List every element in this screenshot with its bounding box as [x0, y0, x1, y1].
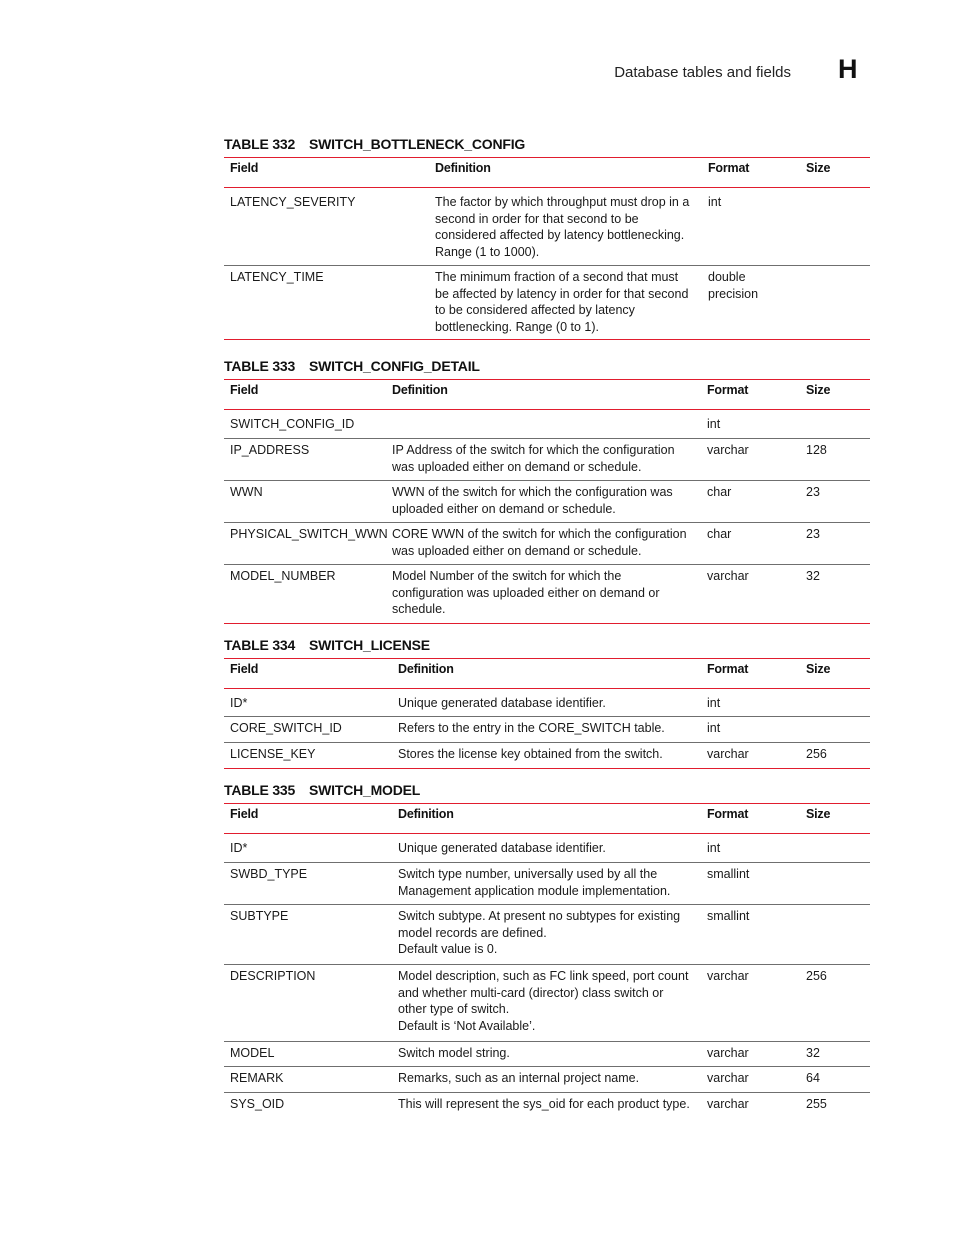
table-row — [224, 190, 870, 266]
appendix-letter: H — [838, 54, 858, 84]
table-row — [224, 836, 870, 863]
column-header-format: Format — [707, 383, 749, 397]
table-row — [224, 480, 870, 523]
field-cell: ID* — [230, 841, 248, 855]
definition-cell — [435, 269, 688, 336]
definition-line: CORE WWN of the switch for which the configuration — [392, 527, 687, 541]
table-number: TABLE 332 — [224, 136, 296, 152]
definition-line: bottlenecking. Range (0 to 1). — [435, 320, 599, 335]
field-cell: CORE_SWITCH_ID — [230, 721, 342, 735]
size-cell: 32 — [806, 1046, 820, 1060]
format-line: double — [708, 270, 746, 284]
column-header-field: Field — [230, 161, 259, 175]
format-line: int — [708, 195, 722, 209]
format-cell — [707, 416, 720, 433]
format-line: int — [707, 841, 721, 855]
field-cell: MODEL_NUMBER — [230, 569, 336, 583]
field-cell: SWITCH_CONFIG_ID — [230, 417, 355, 431]
definition-line: Stores the license key obtained from the switch. — [398, 747, 663, 761]
definition-cell — [392, 484, 673, 517]
column-header-field: Field — [230, 662, 259, 676]
field-cell: IP_ADDRESS — [230, 443, 310, 457]
field-cell: LATENCY_TIME — [230, 270, 324, 284]
header-bottom-rule — [224, 833, 870, 834]
field-cell: DESCRIPTION — [230, 969, 316, 983]
definition-cell — [392, 442, 675, 475]
definition-cell — [392, 568, 660, 618]
header-top-rule — [224, 658, 870, 659]
definition-cell — [435, 194, 689, 261]
definition-line: be affected by latency in order for that second — [435, 286, 689, 301]
field-cell: SUBTYPE — [230, 909, 289, 923]
format-cell — [707, 720, 720, 737]
definition-cell — [398, 908, 680, 958]
definition-line: Unique generated database identifier. — [398, 841, 606, 855]
size-cell: 256 — [806, 747, 827, 761]
format-line: smallint — [707, 867, 750, 881]
definition-cell — [392, 526, 687, 559]
column-header-size: Size — [806, 662, 831, 676]
format-cell — [707, 1070, 749, 1087]
definition-line: model records are defined. — [398, 925, 547, 940]
definition-line: and whether multi-card (director) class switch or — [398, 985, 664, 1000]
format-line: smallint — [707, 909, 750, 923]
format-cell — [708, 194, 721, 211]
definition-line: Range (1 to 1000). — [435, 245, 540, 260]
table-caption — [224, 136, 525, 152]
field-cell: WWN — [230, 485, 263, 499]
definition-cell — [398, 1096, 690, 1113]
field-cell: ID* — [230, 696, 248, 710]
format-cell — [707, 746, 749, 763]
field-cell: REMARK — [230, 1071, 284, 1085]
column-header-format: Format — [707, 807, 749, 821]
definition-cell — [398, 968, 688, 1035]
table-header-row — [224, 161, 870, 181]
format-cell — [708, 269, 758, 302]
size-cell: 32 — [806, 569, 820, 583]
column-header-size: Size — [806, 383, 831, 397]
column-header-field: Field — [230, 383, 259, 397]
size-cell: 255 — [806, 1097, 827, 1111]
format-line: int — [707, 417, 721, 431]
table-row — [224, 1092, 870, 1118]
size-cell: 256 — [806, 969, 827, 983]
table-row — [224, 691, 870, 717]
table-row — [224, 716, 870, 743]
definition-cell — [398, 1070, 639, 1087]
column-header-definition: Definition — [435, 161, 491, 175]
table-row — [224, 265, 870, 340]
header-top-rule — [224, 379, 870, 380]
format-line: varchar — [707, 969, 749, 983]
size-cell: 23 — [806, 485, 820, 499]
table-name: SWITCH_LICENSE — [309, 637, 430, 653]
format-line: int — [707, 721, 721, 735]
size-cell: 23 — [806, 527, 820, 541]
header-bottom-rule — [224, 409, 870, 410]
table-caption — [224, 782, 420, 798]
definition-line: other type of switch. — [398, 1002, 510, 1017]
format-line: varchar — [707, 1097, 749, 1111]
table-row — [224, 412, 870, 439]
definition-line: Default is ‘Not Available’. — [398, 1019, 536, 1034]
table-row — [224, 862, 870, 905]
table-row — [224, 438, 870, 481]
definition-line: Unique generated database identifier. — [398, 696, 606, 710]
format-line: varchar — [707, 443, 749, 457]
format-cell — [707, 484, 731, 501]
format-cell — [707, 908, 749, 925]
header-bottom-rule — [224, 187, 870, 188]
format-line: varchar — [707, 1046, 749, 1060]
table-name: SWITCH_MODEL — [309, 782, 421, 798]
definition-cell — [398, 840, 606, 857]
format-line: precision — [708, 286, 759, 301]
table-row — [224, 904, 870, 965]
definition-line: uploaded either on demand or schedule. — [392, 501, 616, 516]
format-line: varchar — [707, 1071, 749, 1085]
definition-line: configuration was uploaded either on demand or — [392, 585, 660, 600]
format-cell — [707, 568, 749, 585]
definition-cell — [398, 720, 665, 737]
definition-line: IP Address of the switch for which the configuration — [392, 443, 675, 457]
size-cell: 128 — [806, 443, 827, 457]
table-caption — [224, 637, 430, 653]
format-line: int — [707, 696, 721, 710]
table-number: TABLE 334 — [224, 637, 296, 653]
format-line: varchar — [707, 569, 749, 583]
definition-line: WWN of the switch for which the configuration was — [392, 485, 673, 499]
field-cell: SWBD_TYPE — [230, 867, 308, 881]
table-row — [224, 742, 870, 769]
format-line: char — [707, 485, 732, 499]
definition-line: schedule. — [392, 602, 446, 617]
table-name: SWITCH_CONFIG_DETAIL — [309, 358, 480, 374]
definition-line: to be considered affected by latency — [435, 303, 635, 318]
column-header-definition: Definition — [398, 807, 454, 821]
table-header-row — [224, 662, 870, 682]
header-top-rule — [224, 157, 870, 158]
format-cell — [707, 1096, 749, 1113]
definition-line: was uploaded either on demand or schedule. — [392, 543, 642, 558]
format-line: varchar — [707, 747, 749, 761]
definition-line: Default value is 0. — [398, 942, 498, 957]
column-header-size: Size — [806, 161, 831, 175]
definition-cell — [398, 866, 670, 899]
definition-line: The factor by which throughput must drop in a — [435, 195, 690, 209]
table-row — [224, 564, 870, 624]
column-header-format: Format — [708, 161, 750, 175]
table-row — [224, 1041, 870, 1067]
table-number: TABLE 335 — [224, 782, 296, 798]
table-row — [224, 964, 870, 1042]
definition-line: second in order for that second to be — [435, 211, 639, 226]
column-header-field: Field — [230, 807, 259, 821]
table-number: TABLE 333 — [224, 358, 296, 374]
column-header-size: Size — [806, 807, 831, 821]
format-cell — [707, 695, 720, 712]
definition-line: Remarks, such as an internal project name. — [398, 1071, 640, 1085]
definition-line: Switch model string. — [398, 1046, 510, 1060]
table-caption — [224, 358, 480, 374]
column-header-definition: Definition — [392, 383, 448, 397]
table-row — [224, 1066, 870, 1093]
definition-line: was uploaded either on demand or schedule. — [392, 459, 642, 474]
table-header-row — [224, 807, 870, 827]
header-bottom-rule — [224, 688, 870, 689]
definition-line: considered affected by latency bottlenecking. — [435, 228, 685, 243]
definition-line: Refers to the entry in the CORE_SWITCH table. — [398, 721, 665, 735]
table-row — [224, 522, 870, 565]
header-top-rule — [224, 803, 870, 804]
column-header-format: Format — [707, 662, 749, 676]
field-cell: MODEL — [230, 1046, 275, 1060]
section-title: Database tables and fields — [614, 64, 791, 81]
field-cell: LICENSE_KEY — [230, 747, 316, 761]
size-cell: 64 — [806, 1071, 820, 1085]
table-name: SWITCH_BOTTLENECK_CONFIG — [309, 136, 526, 152]
table-header-row — [224, 383, 870, 403]
definition-line: Switch subtype. At present no subtypes for existing — [398, 909, 681, 923]
definition-cell — [398, 695, 606, 712]
format-cell — [707, 526, 731, 543]
definition-cell — [398, 746, 663, 763]
definition-line: Model Number of the switch for which the — [392, 569, 622, 583]
format-cell — [707, 442, 749, 459]
definition-line: Switch type number, universally used by all the — [398, 867, 658, 881]
field-cell: LATENCY_SEVERITY — [230, 195, 356, 209]
format-cell — [707, 840, 720, 857]
column-header-definition: Definition — [398, 662, 454, 676]
definition-line: Model description, such as FC link speed, port count — [398, 969, 689, 983]
field-cell: PHYSICAL_SWITCH_WWN — [230, 527, 388, 541]
definition-line: This will represent the sys_oid for each product type. — [398, 1097, 690, 1111]
definition-line: Management application module implementation. — [398, 883, 671, 898]
definition-cell — [398, 1045, 510, 1062]
definition-line: The minimum fraction of a second that must — [435, 270, 679, 284]
format-line: char — [707, 527, 732, 541]
field-cell: SYS_OID — [230, 1097, 285, 1111]
format-cell — [707, 866, 749, 883]
format-cell — [707, 968, 749, 985]
format-cell — [707, 1045, 749, 1062]
